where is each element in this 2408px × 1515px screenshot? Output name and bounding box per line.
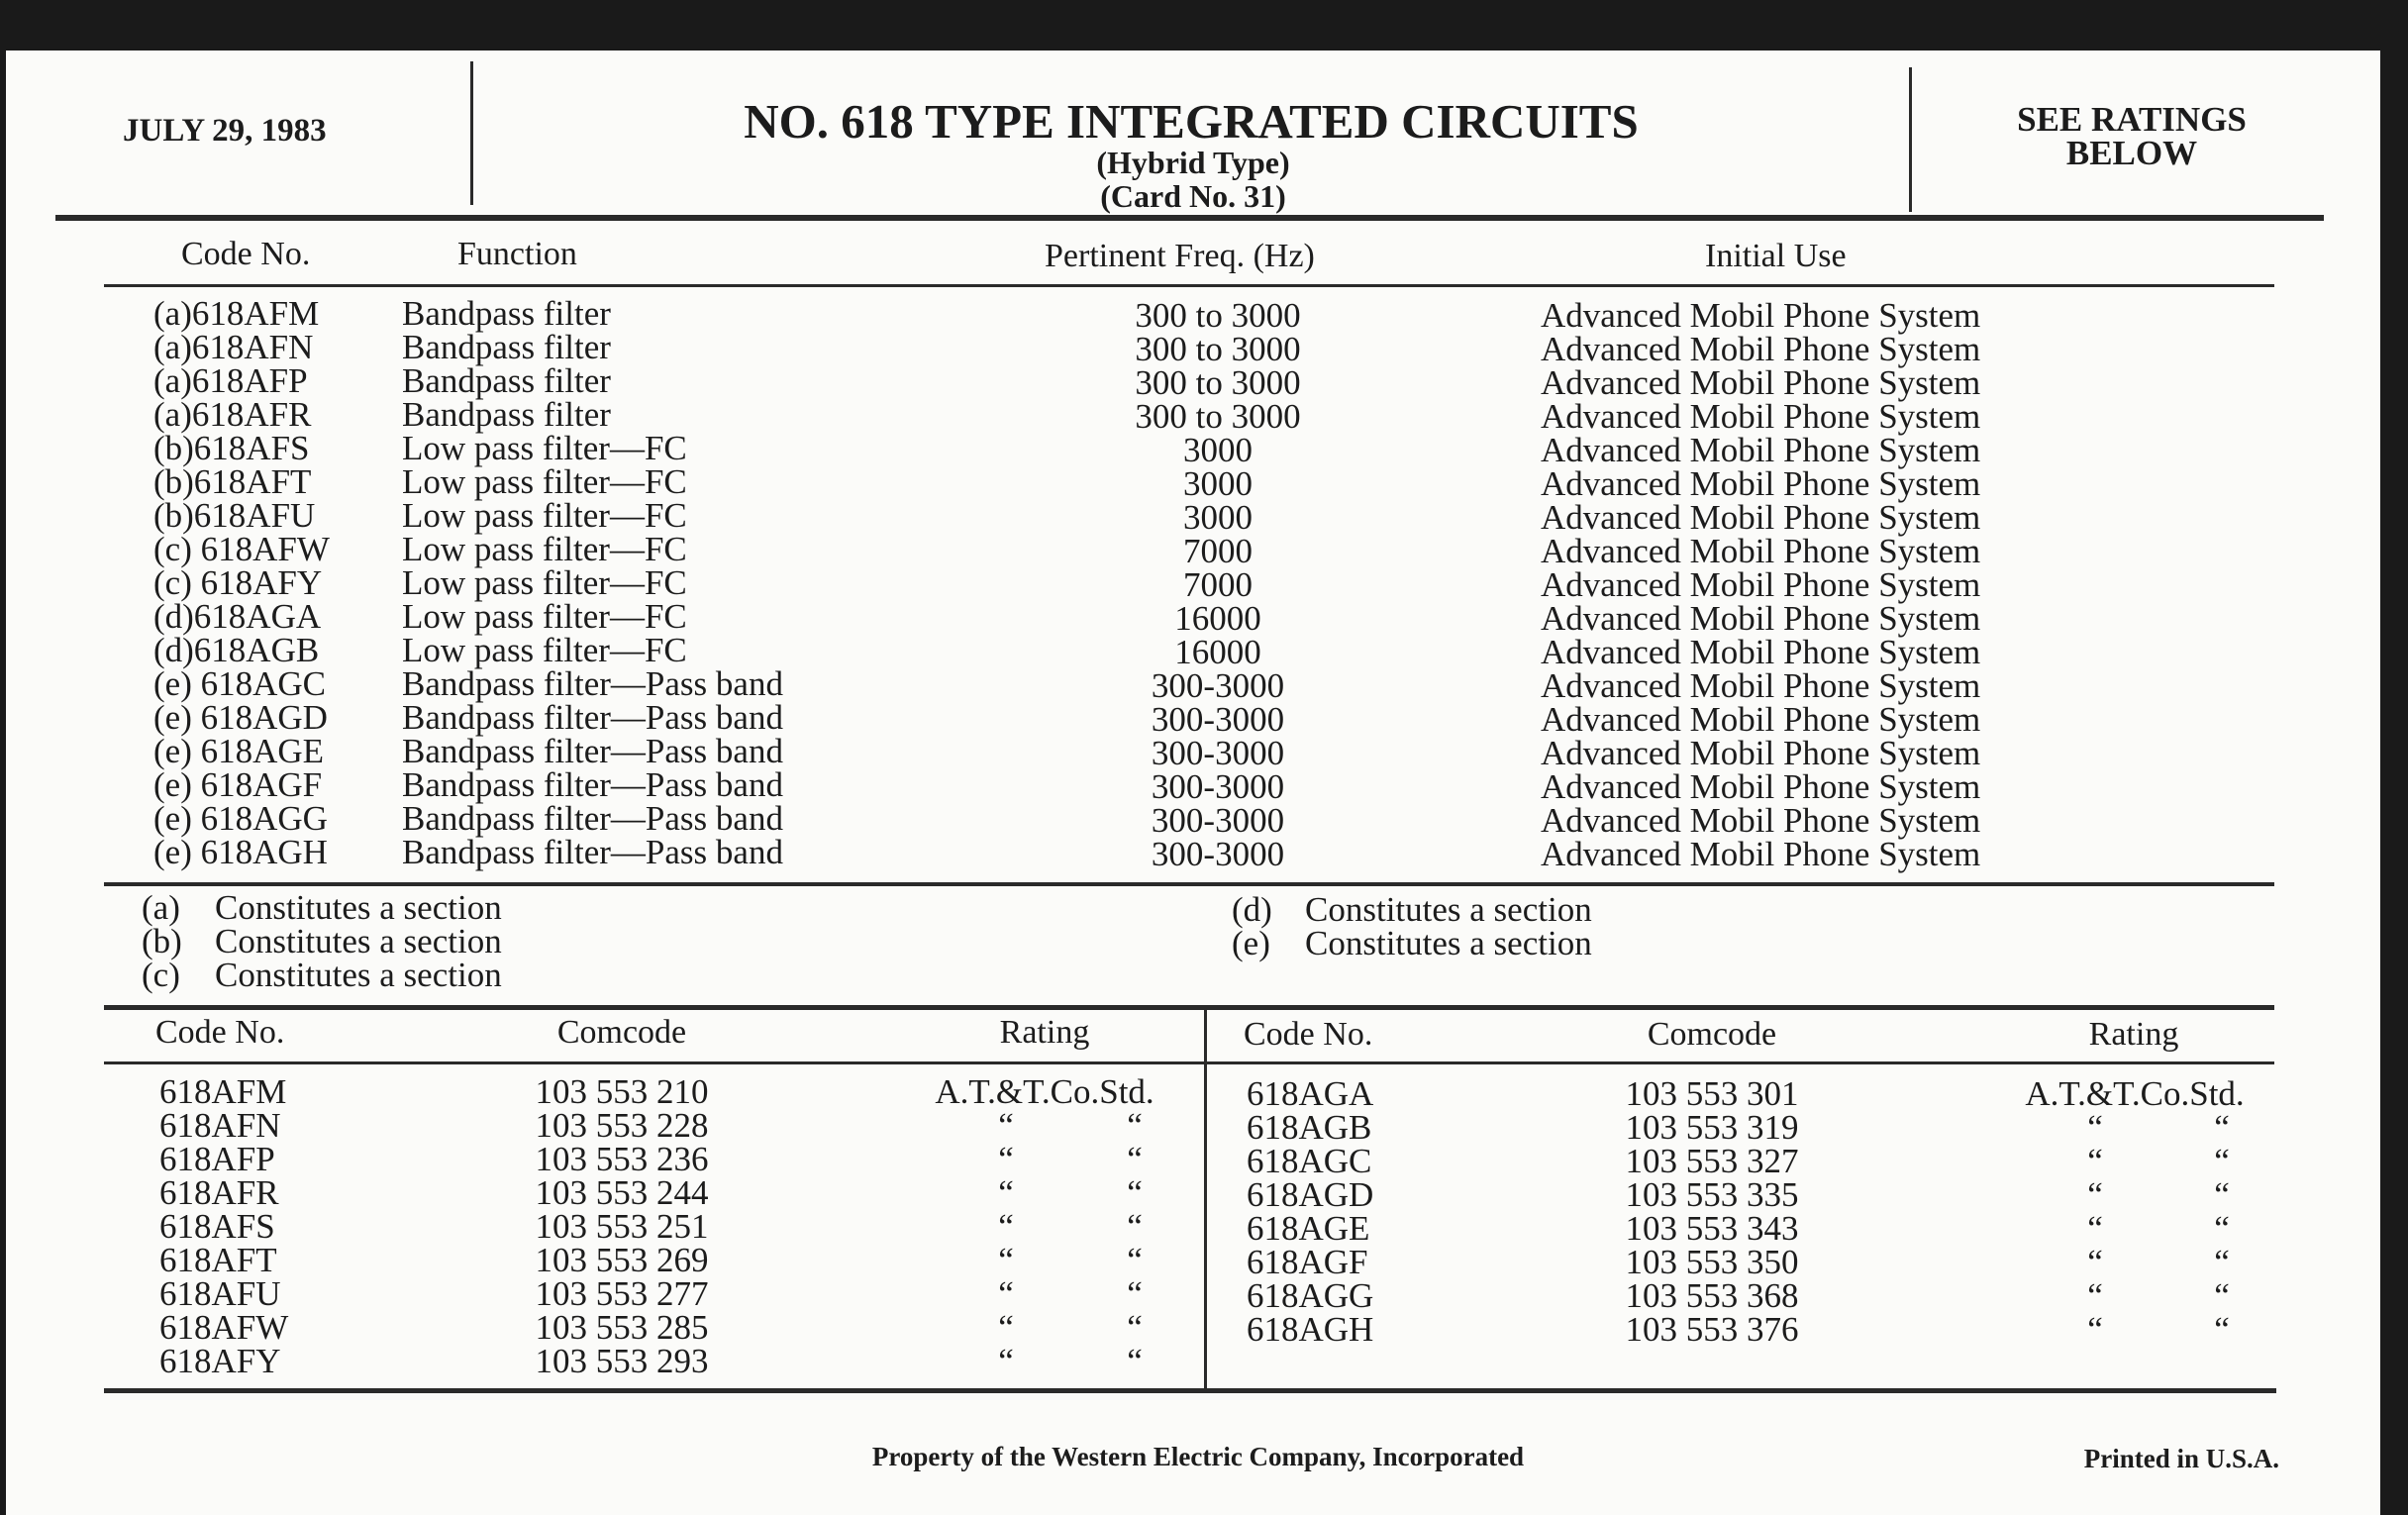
page-title: NO. 618 TYPE INTEGRATED CIRCUITS bbox=[744, 94, 1639, 149]
function-cell: Bandpass filter bbox=[402, 328, 611, 366]
function-cell: Bandpass filter bbox=[402, 361, 611, 400]
ditto-mark: “ bbox=[2214, 1209, 2230, 1248]
comcode-cell: 103 553 236 bbox=[535, 1140, 709, 1178]
use-cell: Advanced Mobil Phone System bbox=[1541, 734, 1981, 772]
ditto-mark: “ bbox=[1127, 1106, 1143, 1145]
ditto-mark: “ bbox=[2087, 1243, 2103, 1281]
comcode-cell: 103 553 210 bbox=[535, 1072, 709, 1111]
code-cell: (a)618AFM bbox=[153, 294, 320, 333]
code-cell: (e) 618AGC bbox=[153, 664, 326, 703]
function-cell: Low pass filter—FC bbox=[402, 530, 687, 568]
code-cell: (c) 618AFY bbox=[153, 563, 323, 602]
code-cell: 618AFT bbox=[159, 1241, 277, 1279]
ditto-mark: “ bbox=[2214, 1276, 2230, 1315]
freq-cell: 300-3000 bbox=[1151, 835, 1285, 873]
rating-cell: A.T.&T.Co.Std. bbox=[2025, 1074, 2245, 1113]
code-cell: 618AGG bbox=[1247, 1276, 1374, 1315]
header-divider bbox=[1909, 67, 1912, 212]
function-cell: Low pass filter—FC bbox=[402, 462, 687, 501]
ditto-mark: “ bbox=[2214, 1142, 2230, 1180]
ditto-mark: “ bbox=[2087, 1310, 2103, 1349]
comcode-cell: 103 553 335 bbox=[1625, 1175, 1799, 1214]
property-notice: Property of the Western Electric Company, Incorporated bbox=[871, 1442, 1525, 1471]
ditto-mark: “ bbox=[2214, 1243, 2230, 1281]
use-cell: Advanced Mobil Phone System bbox=[1541, 599, 1981, 638]
ratings-header-comcode: Comcode bbox=[1647, 1016, 1777, 1053]
function-cell: Low pass filter—FC bbox=[402, 631, 687, 669]
code-cell: (c) 618AFW bbox=[153, 530, 330, 568]
code-cell: (b)618AFS bbox=[153, 429, 310, 467]
ditto-mark: “ bbox=[998, 1173, 1014, 1212]
comcode-cell: 103 553 376 bbox=[1625, 1310, 1799, 1349]
freq-cell: 300-3000 bbox=[1151, 734, 1285, 772]
ditto-mark: “ bbox=[2087, 1108, 2103, 1147]
code-cell: 618AFN bbox=[159, 1106, 281, 1145]
ditto-mark: “ bbox=[2087, 1175, 2103, 1214]
ditto-mark: “ bbox=[998, 1241, 1014, 1279]
use-cell: Advanced Mobil Phone System bbox=[1541, 700, 1981, 739]
rating-cell: A.T.&T.Co.Std. bbox=[935, 1072, 1154, 1111]
ratings-bottom-rule bbox=[104, 1388, 2276, 1393]
col-header-freq: Pertinent Freq. (Hz) bbox=[1045, 238, 1315, 274]
ratings-header-rule bbox=[104, 1061, 2274, 1064]
code-cell: (a)618AFP bbox=[153, 361, 308, 400]
footnote-text: Constitutes a section bbox=[215, 922, 502, 960]
header-divider bbox=[470, 61, 473, 205]
use-cell: Advanced Mobil Phone System bbox=[1541, 666, 1981, 705]
footnote-mark: (d) bbox=[1232, 890, 1272, 929]
use-cell: Advanced Mobil Phone System bbox=[1541, 633, 1981, 671]
function-cell: Bandpass filter—Pass band bbox=[402, 833, 783, 871]
code-cell: (b)618AFT bbox=[153, 462, 312, 501]
code-cell: (e) 618AGG bbox=[153, 799, 328, 838]
use-cell: Advanced Mobil Phone System bbox=[1541, 363, 1981, 402]
function-cell: Low pass filter—FC bbox=[402, 429, 687, 467]
comcode-cell: 103 553 319 bbox=[1625, 1108, 1799, 1147]
ratings-header-code: Code No. bbox=[155, 1014, 285, 1051]
code-cell: 618AFS bbox=[159, 1207, 275, 1246]
function-cell: Bandpass filter—Pass band bbox=[402, 732, 783, 770]
use-cell: Advanced Mobil Phone System bbox=[1541, 835, 1981, 873]
ratings-header-comcode: Comcode bbox=[556, 1014, 687, 1051]
page-subtitle: (Hybrid Type) bbox=[1096, 145, 1290, 180]
code-cell: 618AGH bbox=[1247, 1310, 1374, 1349]
code-cell: 618AGA bbox=[1247, 1074, 1374, 1113]
col-header-function: Function bbox=[457, 236, 577, 272]
freq-cell: 3000 bbox=[1183, 498, 1253, 537]
freq-cell: 300-3000 bbox=[1151, 801, 1285, 840]
ditto-mark: “ bbox=[1127, 1241, 1143, 1279]
footnote-text: Constitutes a section bbox=[215, 888, 502, 927]
code-cell: (e) 618AGH bbox=[153, 833, 328, 871]
ditto-mark: “ bbox=[1127, 1342, 1143, 1380]
code-cell: 618AFM bbox=[159, 1072, 287, 1111]
code-cell: (a)618AFR bbox=[153, 395, 312, 434]
code-cell: 618AFY bbox=[159, 1342, 281, 1380]
code-cell: (e) 618AGE bbox=[153, 732, 325, 770]
function-cell: Bandpass filter—Pass band bbox=[402, 664, 783, 703]
function-cell: Low pass filter—FC bbox=[402, 496, 687, 535]
freq-cell: 300 to 3000 bbox=[1135, 397, 1301, 436]
ditto-mark: “ bbox=[998, 1140, 1014, 1178]
function-cell: Bandpass filter—Pass band bbox=[402, 799, 783, 838]
code-cell: 618AGF bbox=[1247, 1243, 1368, 1281]
ditto-mark: “ bbox=[1127, 1207, 1143, 1246]
comcode-cell: 103 553 350 bbox=[1625, 1243, 1799, 1281]
code-cell: (b)618AFU bbox=[153, 496, 316, 535]
code-cell: 618AGE bbox=[1247, 1209, 1370, 1248]
code-cell: (e) 618AGD bbox=[153, 698, 328, 737]
freq-cell: 16000 bbox=[1174, 633, 1261, 671]
use-cell: Advanced Mobil Phone System bbox=[1541, 330, 1981, 368]
comcode-cell: 103 553 327 bbox=[1625, 1142, 1799, 1180]
function-cell: Bandpass filter—Pass band bbox=[402, 698, 783, 737]
col-header-code: Code No. bbox=[181, 236, 311, 272]
ratings-divider bbox=[1204, 1007, 1207, 1393]
use-cell: Advanced Mobil Phone System bbox=[1541, 801, 1981, 840]
ditto-mark: “ bbox=[998, 1106, 1014, 1145]
code-cell: (d)618AGA bbox=[153, 597, 322, 636]
ditto-mark: “ bbox=[1127, 1274, 1143, 1313]
footnote-mark: (c) bbox=[142, 956, 180, 994]
comcode-cell: 103 553 277 bbox=[535, 1274, 709, 1313]
use-cell: Advanced Mobil Phone System bbox=[1541, 767, 1981, 806]
ditto-mark: “ bbox=[2214, 1108, 2230, 1147]
code-cell: 618AFP bbox=[159, 1140, 275, 1178]
code-cell: 618AFR bbox=[159, 1173, 279, 1212]
ditto-mark: “ bbox=[1127, 1173, 1143, 1212]
code-cell: (e) 618AGF bbox=[153, 765, 323, 804]
footnote-text: Constitutes a section bbox=[1305, 924, 1592, 962]
function-cell: Bandpass filter bbox=[402, 395, 611, 434]
comcode-cell: 103 553 301 bbox=[1625, 1074, 1799, 1113]
table-rule bbox=[104, 284, 2274, 287]
code-cell: 618AFW bbox=[159, 1308, 289, 1347]
function-cell: Bandpass filter—Pass band bbox=[402, 765, 783, 804]
freq-cell: 300-3000 bbox=[1151, 666, 1285, 705]
ratings-note: SEE RATINGS BELOW bbox=[2017, 100, 2247, 172]
comcode-cell: 103 553 244 bbox=[535, 1173, 709, 1212]
footnote-text: Constitutes a section bbox=[215, 956, 502, 994]
function-cell: Low pass filter—FC bbox=[402, 563, 687, 602]
footnote-mark: (e) bbox=[1232, 924, 1270, 962]
table-rule bbox=[104, 882, 2274, 886]
freq-cell: 7000 bbox=[1183, 532, 1253, 570]
use-cell: Advanced Mobil Phone System bbox=[1541, 397, 1981, 436]
use-cell: Advanced Mobil Phone System bbox=[1541, 498, 1981, 537]
ditto-mark: “ bbox=[998, 1342, 1014, 1380]
freq-cell: 300 to 3000 bbox=[1135, 330, 1301, 368]
freq-cell: 300 to 3000 bbox=[1135, 363, 1301, 402]
use-cell: Advanced Mobil Phone System bbox=[1541, 296, 1981, 335]
use-cell: Advanced Mobil Phone System bbox=[1541, 431, 1981, 469]
comcode-cell: 103 553 228 bbox=[535, 1106, 709, 1145]
ditto-mark: “ bbox=[2087, 1209, 2103, 1248]
code-cell: (d)618AGB bbox=[153, 631, 320, 669]
function-cell: Bandpass filter bbox=[402, 294, 611, 333]
ditto-mark: “ bbox=[998, 1308, 1014, 1347]
code-cell: 618AGC bbox=[1247, 1142, 1372, 1180]
freq-cell: 16000 bbox=[1174, 599, 1261, 638]
ditto-mark: “ bbox=[998, 1274, 1014, 1313]
card-date: JULY 29, 1983 bbox=[123, 113, 327, 149]
ditto-mark: “ bbox=[2087, 1276, 2103, 1315]
footnote-mark: (b) bbox=[142, 922, 182, 960]
use-cell: Advanced Mobil Phone System bbox=[1541, 565, 1981, 604]
ratings-top-rule bbox=[104, 1005, 2274, 1010]
code-cell: 618AGD bbox=[1247, 1175, 1374, 1214]
comcode-cell: 103 553 285 bbox=[535, 1308, 709, 1347]
footnote-text: Constitutes a section bbox=[1305, 890, 1592, 929]
freq-cell: 300 to 3000 bbox=[1135, 296, 1301, 335]
col-header-use: Initial Use bbox=[1705, 238, 1847, 274]
freq-cell: 7000 bbox=[1183, 565, 1253, 604]
ditto-mark: “ bbox=[2087, 1142, 2103, 1180]
comcode-cell: 103 553 269 bbox=[535, 1241, 709, 1279]
freq-cell: 300-3000 bbox=[1151, 700, 1285, 739]
ditto-mark: “ bbox=[998, 1207, 1014, 1246]
use-cell: Advanced Mobil Phone System bbox=[1541, 532, 1981, 570]
ratings-header-code: Code No. bbox=[1244, 1016, 1373, 1053]
code-cell: 618AGB bbox=[1247, 1108, 1372, 1147]
freq-cell: 3000 bbox=[1183, 464, 1253, 503]
freq-cell: 300-3000 bbox=[1151, 767, 1285, 806]
comcode-cell: 103 553 251 bbox=[535, 1207, 709, 1246]
function-cell: Low pass filter—FC bbox=[402, 597, 687, 636]
printed-notice: Printed in U.S.A. bbox=[2083, 1444, 2279, 1473]
code-cell: 618AFU bbox=[159, 1274, 281, 1313]
ditto-mark: “ bbox=[1127, 1308, 1143, 1347]
ditto-mark: “ bbox=[2214, 1310, 2230, 1349]
use-cell: Advanced Mobil Phone System bbox=[1541, 464, 1981, 503]
ditto-mark: “ bbox=[2214, 1175, 2230, 1214]
ditto-mark: “ bbox=[1127, 1140, 1143, 1178]
code-cell: (a)618AFN bbox=[153, 328, 314, 366]
ratings-header-rating: Rating bbox=[999, 1014, 1090, 1051]
comcode-cell: 103 553 293 bbox=[535, 1342, 709, 1380]
ratings-header-rating: Rating bbox=[2088, 1016, 2179, 1053]
comcode-cell: 103 553 368 bbox=[1625, 1276, 1799, 1315]
header-rule bbox=[55, 215, 2324, 221]
freq-cell: 3000 bbox=[1183, 431, 1253, 469]
footnote-mark: (a) bbox=[142, 888, 180, 927]
comcode-cell: 103 553 343 bbox=[1625, 1209, 1799, 1248]
card-number: (Card No. 31) bbox=[1100, 178, 1286, 214]
